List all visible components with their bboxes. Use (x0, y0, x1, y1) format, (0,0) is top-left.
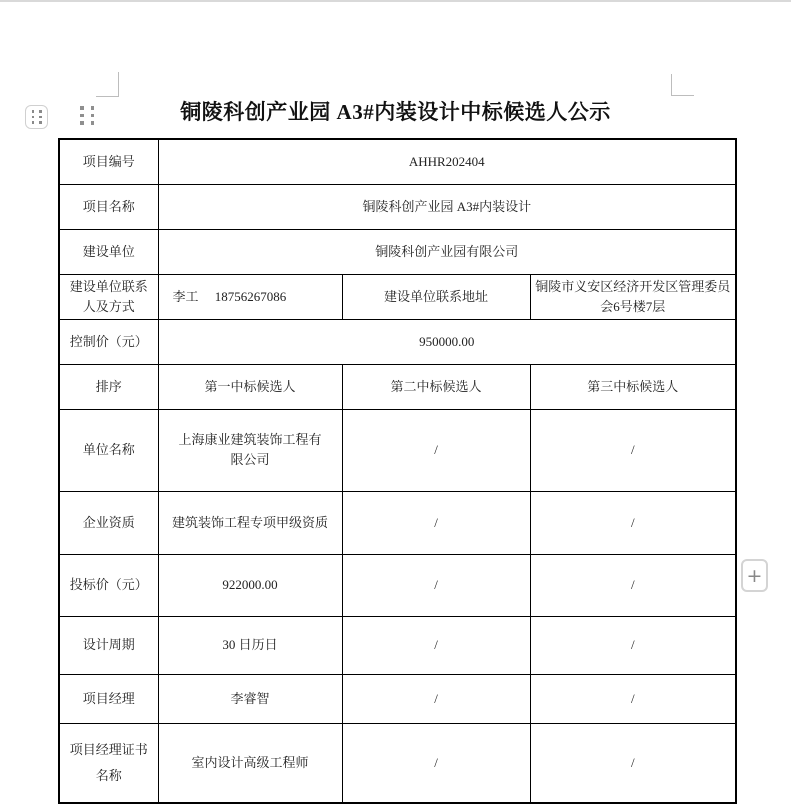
label-manager-certificate[interactable]: 项目经理证书名称 (59, 723, 158, 803)
table-row (59, 319, 736, 364)
page-corner-mark-top-right (671, 74, 694, 96)
label-owner-unit[interactable]: 建设单位 (59, 229, 158, 274)
label-control-price[interactable]: 控制价（元） (59, 319, 158, 364)
value-project-name[interactable]: 铜陵科创产业园 A3#内装设计 (158, 184, 736, 229)
header-second-candidate[interactable]: 第二中标候选人 (342, 364, 530, 409)
page-corner-mark-top-left (96, 72, 119, 97)
value-owner-address[interactable]: 铜陵市义安区经济开发区管理委员会6号楼7层 (530, 274, 736, 319)
label-company-name[interactable]: 单位名称 (59, 409, 158, 491)
label-qualification[interactable]: 企业资质 (59, 491, 158, 554)
value-bid-price-second[interactable]: / (342, 554, 530, 616)
document-title[interactable]: 铜陵科创产业园 A3#内装设计中标候选人公示 (180, 100, 611, 124)
label-bid-price[interactable]: 投标价（元） (59, 554, 158, 616)
table-row (59, 674, 736, 723)
value-project-manager-second[interactable]: / (342, 674, 530, 723)
table-row (59, 554, 736, 616)
bid-announcement-table (58, 138, 737, 804)
value-owner-unit[interactable]: 铜陵科创产业园有限公司 (158, 229, 736, 274)
value-qualification-second[interactable]: / (342, 491, 530, 554)
add-row-button[interactable] (741, 559, 768, 592)
value-bid-price-first[interactable]: 922000.00 (158, 554, 342, 616)
label-project-number[interactable]: 项目编号 (59, 139, 158, 184)
value-design-period-second[interactable]: / (342, 616, 530, 674)
table-row (59, 491, 736, 554)
value-project-manager-third[interactable]: / (530, 674, 736, 723)
value-qualification-first[interactable]: 建筑装饰工程专项甲级资质 (158, 491, 342, 554)
value-bid-price-third[interactable]: / (530, 554, 736, 616)
label-owner-contact[interactable]: 建设单位联系人及方式 (59, 274, 158, 319)
plus-icon: + (746, 564, 763, 587)
value-manager-certificate-first[interactable]: 室内设计高级工程师 (158, 723, 342, 803)
header-first-candidate[interactable]: 第一中标候选人 (158, 364, 342, 409)
value-manager-certificate-second[interactable]: / (342, 723, 530, 803)
value-company-name-second[interactable]: / (342, 409, 530, 491)
table-row (59, 616, 736, 674)
table-row (59, 229, 736, 274)
header-third-candidate[interactable]: 第三中标候选人 (530, 364, 736, 409)
table-row (59, 274, 736, 319)
table-row (59, 364, 736, 409)
label-project-manager[interactable]: 项目经理 (59, 674, 158, 723)
value-company-name-first[interactable]: 上海康业建筑装饰工程有限公司 (158, 409, 342, 491)
value-owner-contact[interactable]: 李工 18756267086 (158, 274, 342, 319)
table-row (59, 184, 736, 229)
table-row (59, 139, 736, 184)
value-project-number[interactable]: AHHR202404 (158, 139, 736, 184)
label-design-period[interactable]: 设计周期 (59, 616, 158, 674)
label-project-name[interactable]: 项目名称 (59, 184, 158, 229)
value-design-period-first[interactable]: 30 日历日 (158, 616, 342, 674)
table-row (59, 723, 736, 803)
table-row (59, 409, 736, 491)
value-manager-certificate-third[interactable]: / (530, 723, 736, 803)
label-ranking[interactable]: 排序 (59, 364, 158, 409)
value-project-manager-first[interactable]: 李睿智 (158, 674, 342, 723)
value-design-period-third[interactable]: / (530, 616, 736, 674)
value-company-name-third[interactable]: / (530, 409, 736, 491)
value-control-price[interactable]: 950000.00 (158, 319, 736, 364)
page-top-edge-line (0, 0, 791, 2)
label-owner-address[interactable]: 建设单位联系地址 (342, 274, 530, 319)
value-qualification-third[interactable]: / (530, 491, 736, 554)
